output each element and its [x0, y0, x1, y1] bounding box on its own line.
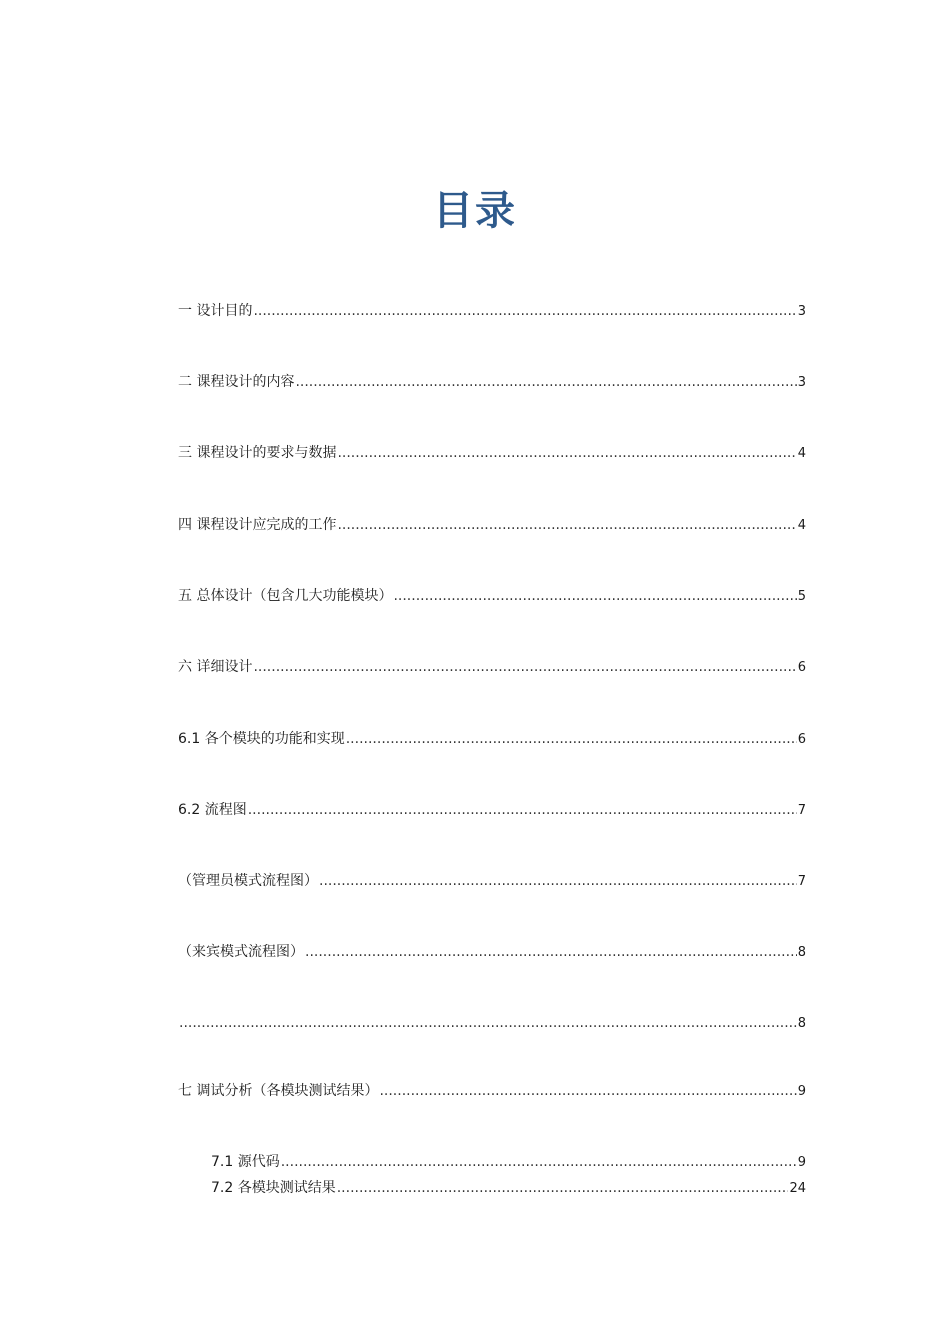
toc-entry-page: 8: [797, 945, 806, 960]
dot-leader: [337, 1177, 789, 1199]
toc-entry[interactable]: [178, 585, 806, 607]
toc-entry[interactable]: [211, 1151, 806, 1173]
toc-entry[interactable]: [178, 300, 806, 322]
toc-entry-label: 一 设计目的: [178, 303, 253, 319]
dot-leader: [319, 870, 797, 892]
toc-entry-label: （管理员模式流程图）: [178, 873, 318, 889]
toc-entry[interactable]: [178, 941, 806, 963]
toc-entry-page: 7: [797, 874, 806, 889]
toc-entry[interactable]: [178, 870, 806, 892]
toc-entry-label: 五 总体设计（包含几大功能模块）: [178, 588, 393, 604]
toc-entry-page: 4: [797, 518, 806, 533]
toc-entry-page: 7: [797, 803, 806, 818]
dot-leader: [253, 300, 796, 322]
toc-entry[interactable]: [178, 371, 806, 393]
toc-entry[interactable]: [178, 442, 806, 464]
toc-entry-page: 9: [797, 1155, 806, 1170]
toc-entry-label: 7.2 各模块测试结果: [211, 1180, 336, 1196]
toc-entry-page: 9: [797, 1084, 806, 1099]
dot-leader: [248, 799, 797, 821]
dot-leader: [295, 371, 796, 393]
toc-entry-label: 七 调试分析（各模块测试结果）: [178, 1083, 379, 1099]
toc-entry[interactable]: [178, 656, 806, 678]
toc-entry[interactable]: [178, 1080, 806, 1102]
dot-leader: [305, 941, 797, 963]
toc-entry-label: 7.1 源代码: [211, 1154, 280, 1170]
toc-entry[interactable]: [178, 514, 806, 536]
toc-entry-label: 二 课程设计的内容: [178, 374, 295, 390]
toc-entry-page: 5: [797, 589, 806, 604]
dot-leader: [337, 514, 796, 536]
toc-entry-page: 6: [797, 660, 806, 675]
toc-entry[interactable]: [178, 728, 806, 750]
dot-leader: [281, 1151, 797, 1173]
dot-leader: [346, 728, 797, 750]
toc-entry-label: 三 课程设计的要求与数据: [178, 445, 337, 461]
toc-entry-label: （来宾模式流程图）: [178, 944, 304, 960]
toc-entry[interactable]: [178, 1012, 806, 1034]
toc-entry-page: 6: [797, 732, 806, 747]
toc-entry-page: 3: [797, 375, 806, 390]
toc-entry-page: 24: [789, 1181, 806, 1196]
toc-entry-page: 3: [797, 304, 806, 319]
toc-entry[interactable]: [211, 1177, 806, 1199]
toc-entry[interactable]: [178, 799, 806, 821]
toc-entry-label: 四 课程设计应完成的工作: [178, 517, 337, 533]
toc-title: 目录: [433, 188, 517, 234]
dot-leader: [393, 585, 796, 607]
dot-leader: [179, 1012, 797, 1034]
dot-leader: [337, 442, 796, 464]
dot-leader: [379, 1080, 796, 1102]
toc-entry-label: 六 详细设计: [178, 659, 253, 675]
toc-entry-label: 6.1 各个模块的功能和实现: [178, 731, 345, 747]
toc-entry-label: 6.2 流程图: [178, 802, 247, 818]
dot-leader: [253, 656, 796, 678]
toc-entry-page: 4: [797, 446, 806, 461]
toc-entry-page: 8: [797, 1016, 806, 1031]
